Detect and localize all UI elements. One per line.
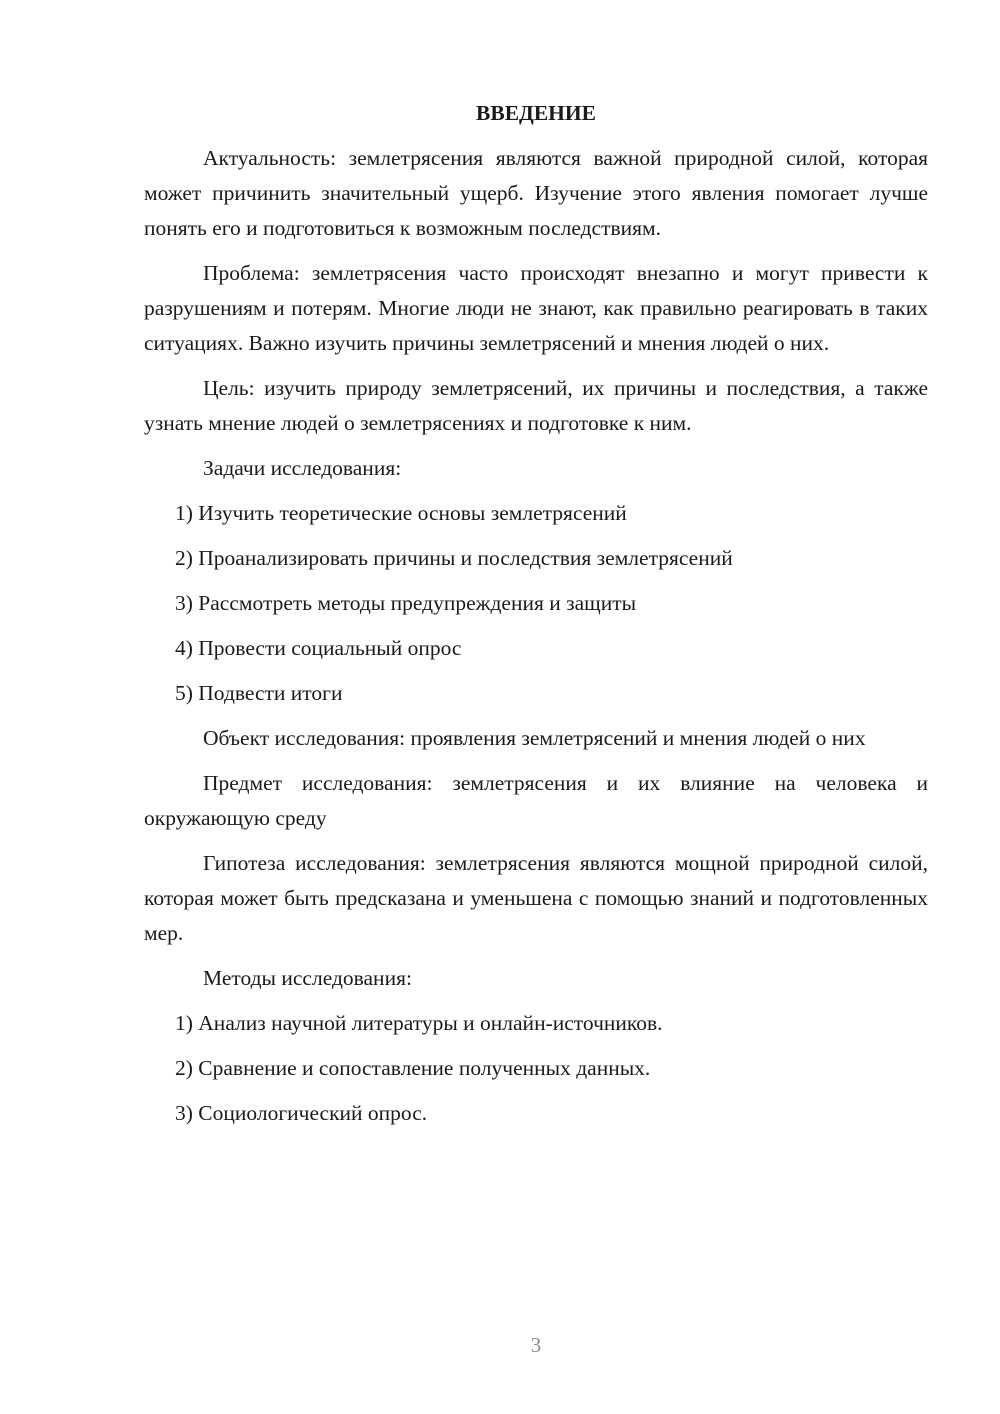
task-item: 3) Рассмотреть методы предупреждения и защиты: [175, 591, 637, 615]
hypothesis-paragraph: Гипотеза исследования: землетрясения являются мощной природной силой, которая может быть предсказана и уменьшена с помощью знаний и подготовленных мер.: [144, 851, 928, 945]
problem-paragraph: Проблема: землетрясения часто происходят внезапно и могут привести к разрушениям и потерям. Многие люди не знают, как правильно реагировать в таких ситуациях. Важно изучить причины землетрясений и мнения людей о них.: [144, 261, 928, 355]
page-content: [144, 96, 928, 1141]
goal-paragraph: Цель: изучить природу землетрясений, их причины и последствия, а также узнать мнение людей о землетрясениях и подготовке к ним.: [144, 376, 928, 435]
method-item: 2) Сравнение и сопоставление полученных данных.: [175, 1056, 651, 1080]
methods-title: Методы исследования:: [203, 966, 412, 990]
task-item: 4) Провести социальный опрос: [175, 636, 462, 660]
method-item: 1) Анализ научной литературы и онлайн-источников.: [175, 1011, 663, 1035]
tasks-title: Задачи исследования:: [203, 456, 402, 480]
task-item: 2) Проанализировать причины и последствия землетрясений: [175, 546, 733, 570]
subject-paragraph: Предмет исследования: землетрясения и их влияние на человека и окружающую среду: [144, 771, 928, 830]
relevance-paragraph: Актуальность: землетрясения являются важной природной силой, которая может причинить значительный ущерб. Изучение этого явления помогает лучше понять его и подготовиться к возможным последствиям.: [144, 146, 928, 240]
section-heading: ВВЕДЕНИЕ: [476, 101, 596, 125]
method-item: 3) Социологический опрос.: [175, 1101, 428, 1125]
object-paragraph: Объект исследования: проявления землетрясений и мнения людей о них: [203, 726, 866, 750]
task-item: 5) Подвести итоги: [175, 681, 343, 705]
task-item: 1) Изучить теоретические основы землетрясений: [175, 501, 627, 525]
page-number: 3: [530, 1333, 542, 1357]
